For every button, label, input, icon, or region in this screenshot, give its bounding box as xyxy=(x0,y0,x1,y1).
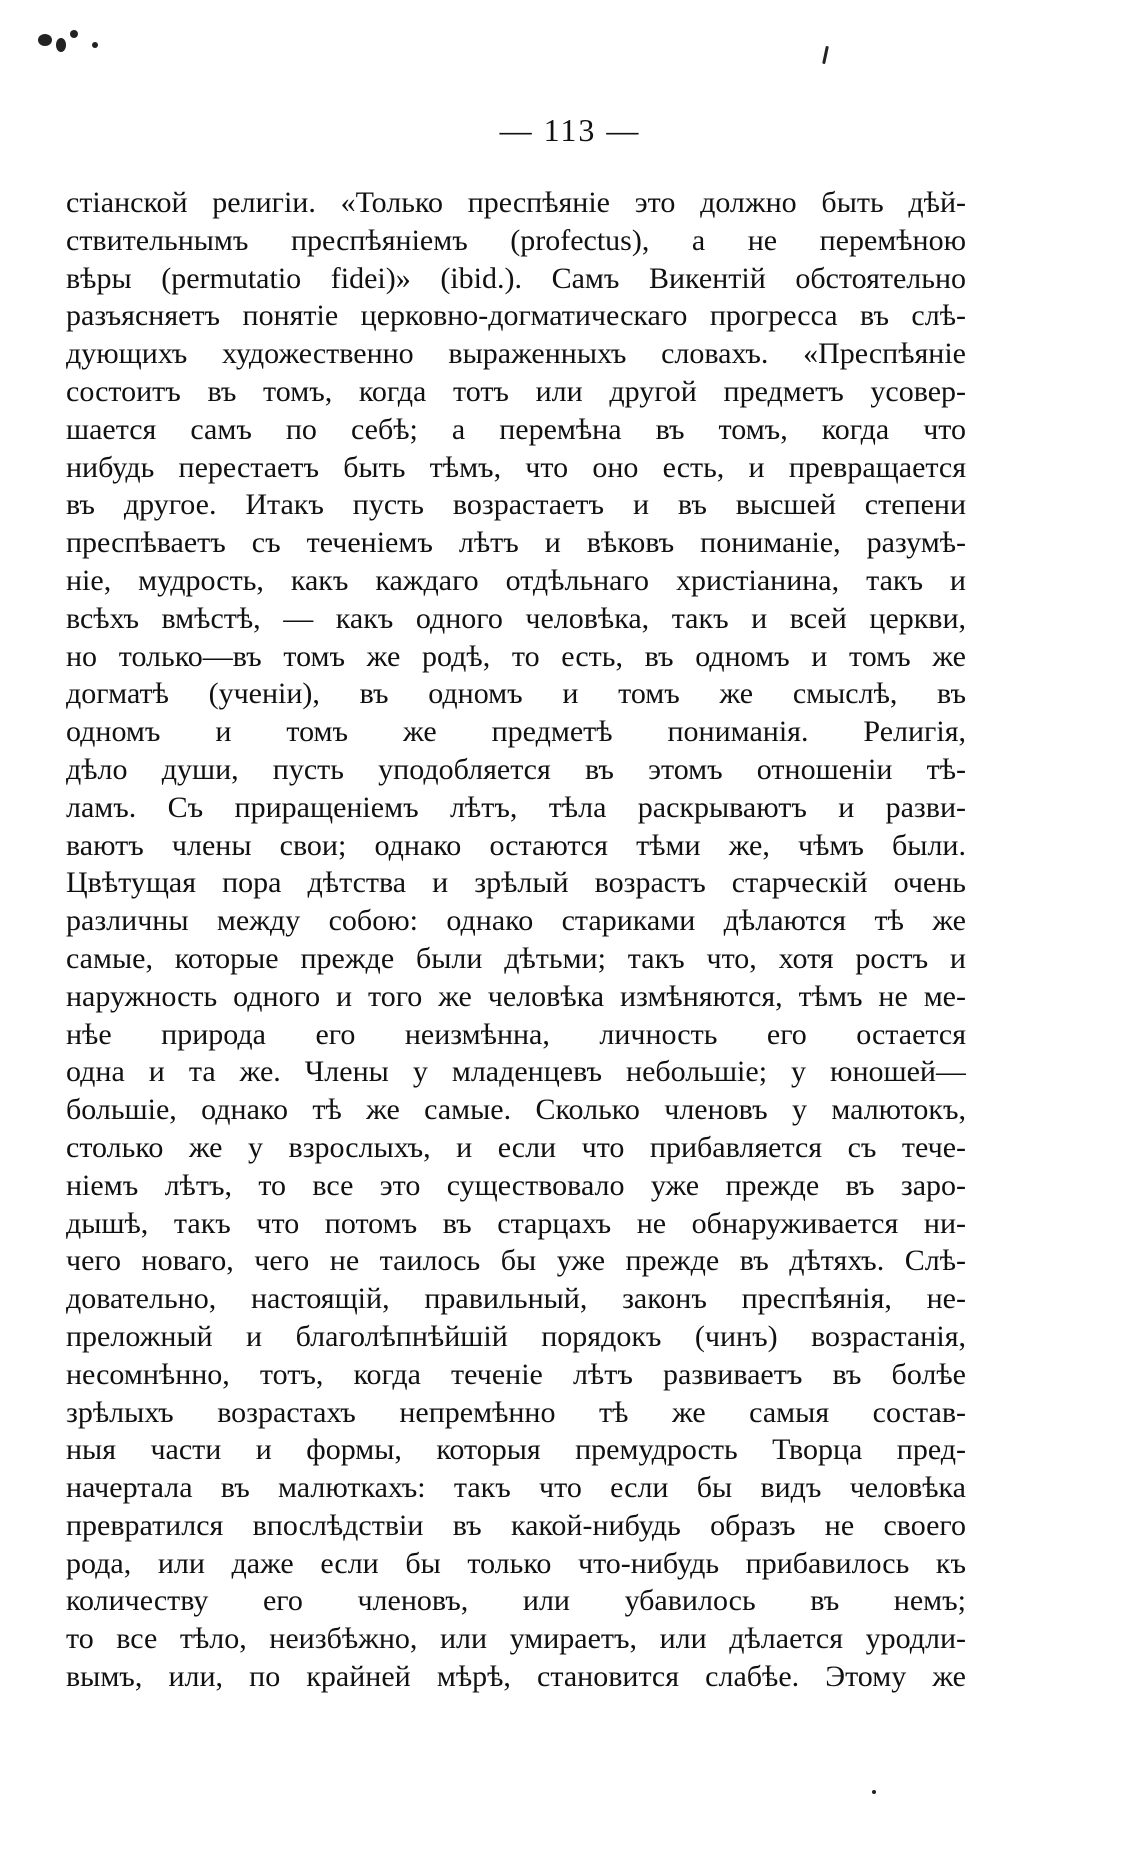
text-line: наружность одного и того же человѣка измѣняются, тѣмъ не ме- xyxy=(66,979,966,1013)
scan-speck xyxy=(92,42,98,48)
text-line: Цвѣтущая пора дѣтства и зрѣлый возрастъ старческій очень xyxy=(66,866,966,900)
scan-speck xyxy=(872,1790,876,1794)
text-line: рода, или даже если бы только что-нибудь прибавилось къ xyxy=(66,1546,966,1580)
text-line: въ другое. Итакъ пусть возрастаетъ и въ высшей степени xyxy=(66,488,966,522)
text-line: ламъ. Съ приращеніемъ лѣтъ, тѣла раскрываютъ и разви- xyxy=(66,790,966,824)
text-line: но только—въ томъ же родѣ, то есть, въ одномъ и томъ же xyxy=(66,639,966,673)
text-line: дѣло души, пусть уподобляется въ этомъ отношеніи тѣ- xyxy=(66,752,966,786)
text-line: одномъ и томъ же предметѣ пониманія. Религія, xyxy=(66,715,966,749)
text-line: преложный и благолѣпнѣйшій порядокъ (чинъ) возрастанія, xyxy=(66,1319,966,1353)
text-line: столько же у взрослыхъ, и если что прибавляется съ тече- xyxy=(66,1130,966,1164)
scan-speck xyxy=(822,46,829,64)
text-line: превратился впослѣдствіи въ какой-нибудь образъ не своего xyxy=(66,1508,966,1542)
text-line: зрѣлыхъ возрастахъ непремѣнно тѣ же самыя состав- xyxy=(66,1395,966,1429)
text-line: преспѣваетъ съ теченіемъ лѣтъ и вѣковъ пониманіе, разумѣ- xyxy=(66,526,966,560)
text-line: разъясняетъ понятіе церковно-догматическаго прогресса въ слѣ- xyxy=(66,299,966,333)
text-line: стіанской религіи. «Только преспѣяніе это должно быть дѣй- xyxy=(66,186,966,219)
text-line: довательно, настоящій, правильный, законъ преспѣянія, не- xyxy=(66,1282,966,1316)
text-line: шается самъ по себѣ; а перемѣна въ томъ, когда что xyxy=(66,412,966,446)
text-line: ныя части и формы, которыя премудрость Творца пред- xyxy=(66,1433,966,1467)
text-line: догматѣ (ученіи), въ одномъ и томъ же смыслѣ, въ xyxy=(66,677,966,711)
text-line: ваютъ члены свои; однако остаются тѣми же, чѣмъ были. xyxy=(66,828,966,862)
text-line: начертала въ малюткахъ: такъ что если бы видъ человѣка xyxy=(66,1471,966,1505)
text-line: нибудь перестаетъ быть тѣмъ, что оно есть, и превращается xyxy=(66,450,966,484)
text-line: нѣе природа его неизмѣнна, личность его остается xyxy=(66,1017,966,1051)
body-text xyxy=(66,184,966,1696)
text-line: несомнѣнно, тотъ, когда теченіе лѣтъ развиваетъ въ болѣе xyxy=(66,1357,966,1391)
text-line: дышѣ, такъ что потомъ въ старцахъ не обнаруживается ни- xyxy=(66,1206,966,1240)
text-line: состоитъ въ томъ, когда тотъ или другой предметъ усовер- xyxy=(66,374,966,408)
text-line: чего новаго, чего не таилось бы уже прежде въ дѣтяхъ. Слѣ- xyxy=(66,1244,966,1278)
text-line: то все тѣло, неизбѣжно, или умираетъ, или дѣлается уродли- xyxy=(66,1622,966,1656)
text-line: ніе, мудрость, какъ каждаго отдѣльнаго христіанина, такъ и xyxy=(66,563,966,597)
page-number: — 113 — xyxy=(499,112,641,148)
text-line: количеству его членовъ, или убавилось въ немъ; xyxy=(66,1584,966,1618)
scan-speck xyxy=(38,34,52,46)
text-line: самые, которые прежде были дѣтьми; такъ что, хотя ростъ и xyxy=(66,941,966,975)
text-line: различны между собою: однако стариками дѣлаются тѣ же xyxy=(66,904,966,938)
text-line: всѣхъ вмѣстѣ, — какъ одного человѣка, такъ и всей церкви, xyxy=(66,601,966,635)
text-line: вѣры (permutatio fidei)» (ibid.). Самъ Викентій обстоятельно xyxy=(66,261,966,295)
text-line: одна и та же. Члены у младенцевъ небольшіе; у юношей— xyxy=(66,1055,966,1089)
scan-speck xyxy=(56,38,66,52)
text-line: дующихъ художественно выраженныхъ словахъ. «Преспѣяніе xyxy=(66,337,966,371)
text-line: большіе, однако тѣ же самые. Сколько членовъ у малютокъ, xyxy=(66,1093,966,1127)
scan-speck xyxy=(70,30,78,38)
text-line: ствительнымъ преспѣяніемъ (profectus), а не перемѣною xyxy=(66,223,966,257)
text-line: вымъ, или, по крайней мѣрѣ, становится слабѣе. Этому же xyxy=(66,1660,966,1694)
text-line: ніемъ лѣтъ, то все это существовало уже прежде въ заро- xyxy=(66,1168,966,1202)
